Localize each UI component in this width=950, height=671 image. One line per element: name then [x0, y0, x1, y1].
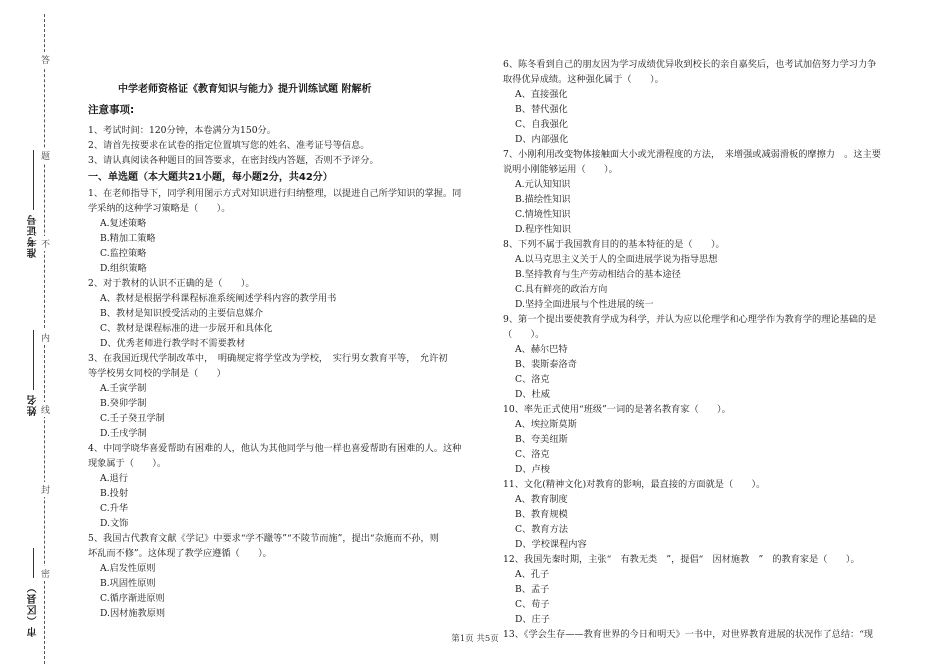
seal-char-bu: 不: [41, 236, 50, 251]
exam-number-label: 准考证号: [28, 214, 39, 258]
answer-option[interactable]: A、教材是根据学科课程标准系统阐述学科内容的教学用书: [100, 293, 337, 304]
notice-item: 1、考试时间：120分钟，本卷满分为150分。: [88, 125, 276, 136]
answer-option[interactable]: B、教材是知识授受活动的主要信息媒介: [100, 308, 263, 319]
answer-option[interactable]: D、卢梭: [515, 464, 550, 475]
answer-option[interactable]: A.壬寅学制: [100, 383, 147, 394]
binding-margin: [0, 0, 72, 671]
answer-option[interactable]: B.精加工策略: [100, 233, 156, 244]
question-text: 4、中同学晓华喜爱帮助有困难的人，他认为其他同学与他一样也喜爱帮助有困难的人。这种 现象属于（ ）。: [88, 443, 462, 469]
answer-option[interactable]: B.巩固性原则: [100, 578, 156, 589]
answer-option[interactable]: A.复述策略: [100, 218, 147, 229]
answer-option[interactable]: D.壬戌学制: [100, 428, 147, 439]
answer-option[interactable]: B.描绘性知识: [515, 194, 571, 205]
answer-option[interactable]: C.循序渐进原则: [100, 593, 165, 604]
exam-number-field[interactable]: [26, 150, 41, 258]
question-text: 13、《学会生存——教育世界的今日和明天》一书中，对世界教育进展的状况作了总结：“现: [503, 629, 874, 640]
answer-option[interactable]: A、埃拉斯莫斯: [515, 419, 577, 430]
answer-option[interactable]: A、直接强化: [515, 89, 568, 100]
answer-option[interactable]: C.壬子癸丑学制: [100, 413, 165, 424]
question-list: [503, 57, 913, 642]
question-item: [503, 402, 913, 477]
question-item: [88, 276, 486, 351]
answer-option[interactable]: A、孔子: [515, 569, 550, 580]
question-item: [88, 351, 486, 441]
question-text: 12、我国先秦时期，主张“ 有教无类 ”，提倡“ 因材施教 ” 的教育家是（ ）。: [503, 554, 860, 565]
answer-option[interactable]: D.因材施教原则: [100, 608, 166, 619]
notice-heading: 注意事项:: [88, 104, 135, 116]
seal-char-nei: 内: [41, 330, 50, 345]
answer-option[interactable]: D、学校课程内容: [515, 539, 587, 550]
question-item: [503, 477, 913, 552]
answer-option[interactable]: B、教育规模: [515, 509, 568, 520]
page-footer: 第1页 共5页: [451, 634, 499, 644]
question-item: [503, 237, 913, 312]
district-field[interactable]: [26, 548, 41, 637]
seal-char-xian: 线: [41, 402, 50, 417]
answer-option[interactable]: B.坚持教育与生产劳动相结合的基本途径: [515, 269, 681, 280]
district-label: 市（区县）: [28, 582, 39, 637]
question-text: 10、率先正式使用“班级”一词的是著名教育家（ ）。: [503, 404, 731, 415]
answer-option[interactable]: D、内部强化: [515, 134, 569, 145]
question-text: 1、在老师指导下，同学利用图示方式对知识进行归纳整理，以提进自己所学知识的掌握。同 学采纳的这种学习策略是（ ）。: [88, 188, 462, 214]
question-item: [88, 441, 486, 531]
answer-option[interactable]: B、裴斯泰洛奇: [515, 359, 577, 370]
answer-option[interactable]: C.具有鲜亮的政治方向: [515, 284, 608, 295]
answer-option[interactable]: C.情境性知识: [515, 209, 571, 220]
question-list: [88, 186, 486, 621]
answer-option[interactable]: C.升华: [100, 503, 128, 514]
answer-option[interactable]: B、替代强化: [515, 104, 568, 115]
seal-char-da: 答: [41, 52, 50, 67]
answer-option[interactable]: D.程序性知识: [515, 224, 571, 235]
answer-option[interactable]: C、自我强化: [515, 119, 568, 130]
answer-option[interactable]: A.退行: [100, 473, 128, 484]
question-item: [503, 312, 913, 402]
answer-option[interactable]: D.坚持全面进展与个性进展的统一: [515, 299, 654, 310]
left-column: [88, 103, 486, 621]
answer-option[interactable]: C.监控策略: [100, 248, 147, 259]
answer-option[interactable]: D、优秀老师进行教学时不需要教材: [100, 338, 246, 349]
right-column: [503, 57, 913, 642]
answer-option[interactable]: A.元认知知识: [515, 179, 571, 190]
answer-option[interactable]: C、教育方法: [515, 524, 568, 535]
question-item: [503, 552, 913, 627]
answer-option[interactable]: A、教育制度: [515, 494, 568, 505]
section-heading: 一、单选题（本大题共21小题，每小题2分，共42分）: [88, 172, 333, 183]
question-item: [503, 57, 913, 147]
answer-option[interactable]: D.组织策略: [100, 263, 147, 274]
question-text: 6、陈冬看到自己的朋友因为学习成绩优异收到校长的亲自嘉奖后，也考试加倍努力学习力争 取得优异成绩。这种强化属于（ ）。: [503, 59, 877, 85]
answer-option[interactable]: B、夸美纽斯: [515, 434, 568, 445]
answer-option[interactable]: A.启发性原则: [100, 563, 156, 574]
answer-option[interactable]: D、庄子: [515, 614, 550, 625]
question-text: 8、下列不属于我国教育目的的基本特征的是（ ）。: [503, 239, 725, 250]
answer-option[interactable]: C、洛克: [515, 449, 550, 460]
answer-option[interactable]: D、杜威: [515, 389, 550, 400]
seal-char-ti: 题: [41, 148, 50, 163]
document-title: 中学老师资格证《教育知识与能力》提升训练试题 附解析: [118, 84, 372, 95]
answer-option[interactable]: B.投射: [100, 488, 129, 499]
question-item: [88, 531, 486, 621]
question-text: 7、小刚利用改变物体接触面大小或光滑程度的方法， 来增强或减弱滑板的摩擦力 。这主要 说明小刚能够运用（ ）。: [503, 149, 881, 175]
answer-option[interactable]: A.以马克思主义关于人的全面进展学说为指导思想: [515, 254, 718, 265]
question-text: 2、对于教材的认识不正确的是（ ）。: [88, 278, 255, 289]
name-field[interactable]: [26, 330, 41, 416]
question-text: 3、在我国近现代学制改革中， 明确规定将学堂改为学校， 实行男女教育平等， 允许初 等学校男女同校的学制是（ ）: [88, 353, 448, 379]
seal-char-mi: 密: [41, 566, 50, 581]
notice-item: 2、请首先按要求在试卷的指定位置填写您的姓名、准考证号等信息。: [88, 140, 370, 151]
answer-option[interactable]: B.癸卯学制: [100, 398, 147, 409]
question-text: 5、我国古代教育文献《学记》中要求“学不躐等”“不陵节而施”，提出“杂施而不孙，则 坏乱而不修”。这体现了教学应遵循（ ）。: [88, 533, 439, 559]
answer-option[interactable]: C、洛克: [515, 374, 550, 385]
answer-option[interactable]: A、赫尔巴特: [515, 344, 568, 355]
name-label: 姓名: [28, 394, 39, 416]
answer-option[interactable]: C、荀子: [515, 599, 550, 610]
answer-option[interactable]: C、教材是课程标准的进一步展开和具体化: [100, 323, 273, 334]
answer-option[interactable]: D.文饰: [100, 518, 129, 529]
question-item: [503, 147, 913, 237]
answer-option[interactable]: B、孟子: [515, 584, 550, 595]
question-text: 11、文化(精神文化)对教育的影响，最直接的方面就是（ ）。: [503, 479, 766, 490]
seal-char-feng: 封: [41, 482, 50, 497]
question-item: [88, 186, 486, 276]
question-text: 9、第一个提出要使教育学成为科学，并认为应以伦理学和心理学作为教育学的理论基础的是 （ ）。: [503, 314, 877, 340]
notice-item: 3、请认真阅读各种题目的回答要求，在密封线内答题，否则不予评分。: [88, 155, 379, 166]
